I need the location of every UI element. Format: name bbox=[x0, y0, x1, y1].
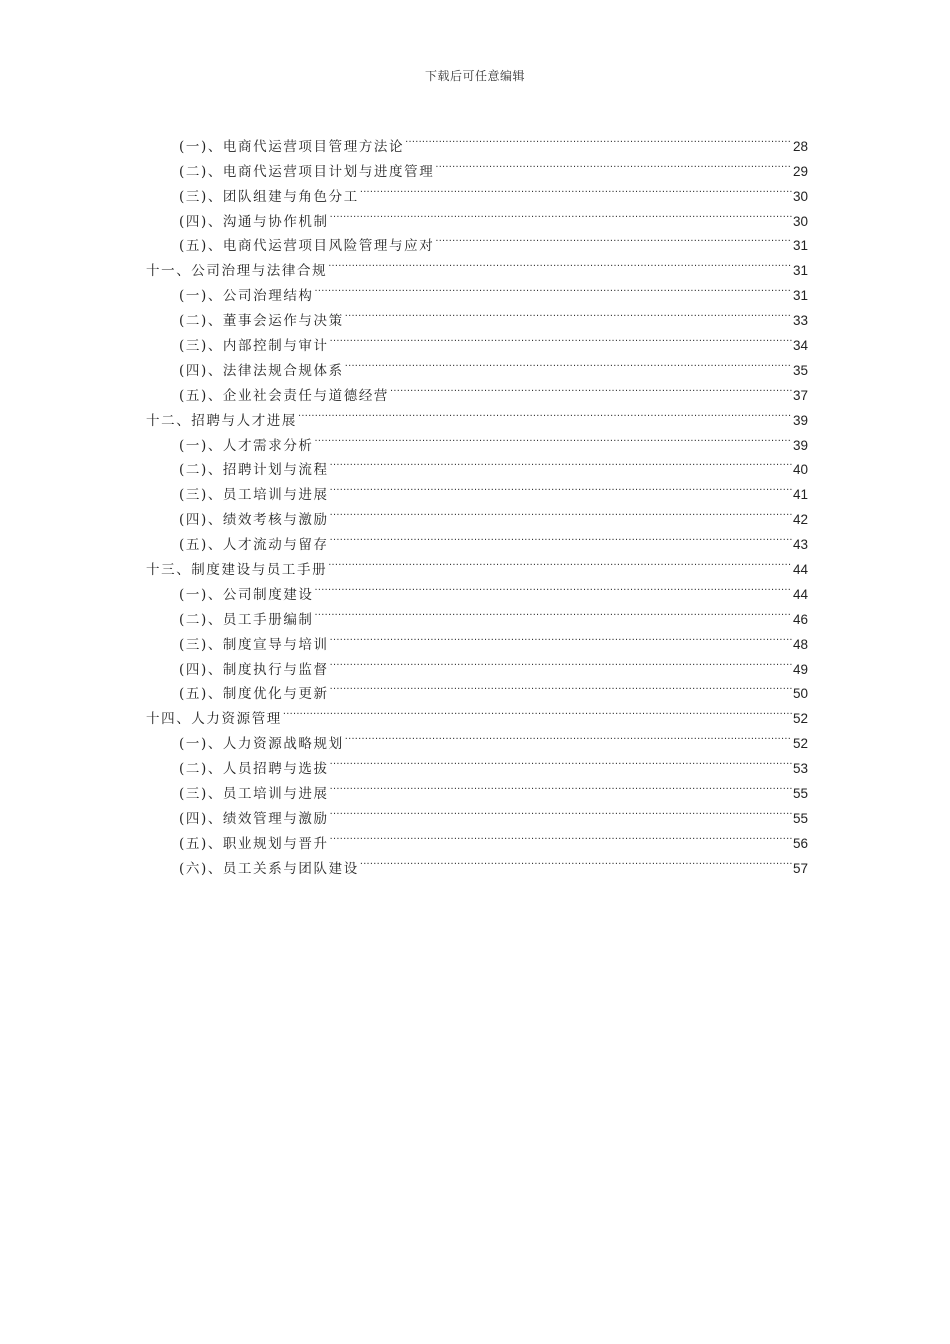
toc-dot-leader bbox=[435, 151, 792, 176]
toc-entry-title: (五)、人才流动与留存 bbox=[179, 537, 329, 554]
toc-dot-leader bbox=[315, 574, 792, 599]
toc-entry-title: (二)、员工手册编制 bbox=[179, 611, 314, 628]
toc-entry-title: (一)、电商代运营项目管理方法论 bbox=[179, 138, 405, 155]
toc-entry-title: (一)、人力资源战略规划 bbox=[179, 736, 344, 753]
toc-entry-title: 十一、公司治理与法律合规 bbox=[146, 263, 328, 280]
toc-entry-page-number: 34 bbox=[792, 338, 808, 354]
toc-dot-leader bbox=[330, 823, 792, 848]
toc-dot-leader bbox=[330, 450, 792, 475]
toc-entry-title: (五)、电商代运营项目风险管理与应对 bbox=[179, 238, 435, 255]
toc-entry-title: 十二、招聘与人才进展 bbox=[146, 412, 297, 429]
toc-dot-leader bbox=[315, 425, 792, 450]
toc-dot-leader bbox=[315, 275, 792, 300]
toc-dot-leader bbox=[328, 250, 792, 275]
toc-entry-page-number: 56 bbox=[792, 835, 808, 851]
toc-entry-page-number: 55 bbox=[792, 786, 808, 802]
toc-entry-title: (五)、制度优化与更新 bbox=[179, 686, 329, 703]
toc-entry-page-number: 39 bbox=[792, 437, 808, 453]
toc-entry-title: 十四、人力资源管理 bbox=[146, 711, 282, 728]
toc-entry-page-number: 29 bbox=[792, 163, 808, 179]
toc-entry-page-number: 41 bbox=[792, 487, 808, 503]
toc-entry-page-number: 31 bbox=[792, 238, 808, 254]
toc-section-entry[interactable] bbox=[146, 126, 808, 155]
toc-entry-title: (三)、团队组建与角色分工 bbox=[179, 188, 359, 205]
toc-entry-title: 十三、制度建设与员工手册 bbox=[146, 562, 328, 579]
toc-entry-page-number: 49 bbox=[792, 661, 808, 677]
toc-entry-title: (二)、董事会运作与决策 bbox=[179, 313, 344, 330]
toc-entry-title: (四)、法律法规合规体系 bbox=[179, 362, 344, 379]
table-of-contents bbox=[146, 126, 808, 877]
toc-dot-leader bbox=[315, 599, 792, 624]
toc-dot-leader bbox=[330, 773, 792, 798]
toc-dot-leader bbox=[330, 325, 792, 350]
toc-entry-page-number: 44 bbox=[792, 586, 808, 602]
toc-entry-page-number: 39 bbox=[792, 412, 808, 428]
toc-dot-leader bbox=[298, 400, 792, 425]
toc-entry-page-number: 30 bbox=[792, 213, 808, 229]
toc-entry-page-number: 31 bbox=[792, 288, 808, 304]
toc-entry-page-number: 28 bbox=[792, 138, 808, 154]
toc-entry-page-number: 43 bbox=[792, 537, 808, 553]
toc-entry-page-number: 42 bbox=[792, 512, 808, 528]
toc-dot-leader bbox=[360, 176, 792, 201]
toc-entry-page-number: 55 bbox=[792, 810, 808, 826]
toc-entry-page-number: 31 bbox=[792, 263, 808, 279]
toc-entry-page-number: 48 bbox=[792, 636, 808, 652]
toc-entry-page-number: 33 bbox=[792, 313, 808, 329]
toc-entry-title: (一)、公司治理结构 bbox=[179, 288, 314, 305]
toc-dot-leader bbox=[345, 723, 792, 748]
toc-entry-page-number: 53 bbox=[792, 761, 808, 777]
toc-entry-title: (一)、人才需求分析 bbox=[179, 437, 314, 454]
toc-dot-leader bbox=[345, 300, 792, 325]
toc-entry-page-number: 52 bbox=[792, 736, 808, 752]
toc-entry-page-number: 57 bbox=[792, 860, 808, 876]
toc-dot-leader bbox=[330, 624, 792, 649]
toc-dot-leader bbox=[405, 126, 792, 151]
toc-entry-title: (二)、电商代运营项目计划与进度管理 bbox=[179, 163, 435, 180]
toc-dot-leader bbox=[435, 226, 792, 251]
toc-dot-leader bbox=[330, 499, 792, 524]
toc-entry-title: (二)、招聘计划与流程 bbox=[179, 462, 329, 479]
toc-dot-leader bbox=[360, 848, 792, 873]
toc-dot-leader bbox=[330, 524, 792, 549]
toc-entry-page-number: 37 bbox=[792, 387, 808, 403]
toc-entry-title: (二)、人员招聘与选拔 bbox=[179, 761, 329, 778]
toc-entry-title: (五)、企业社会责任与道德经营 bbox=[179, 387, 390, 404]
toc-dot-leader bbox=[390, 375, 792, 400]
toc-entry-page-number: 46 bbox=[792, 611, 808, 627]
toc-entry-page-number: 40 bbox=[792, 462, 808, 478]
toc-entry-title: (六)、员工关系与团队建设 bbox=[179, 860, 359, 877]
toc-dot-leader bbox=[330, 649, 792, 674]
toc-entry-title: (三)、员工培训与进展 bbox=[179, 487, 329, 504]
toc-entry-title: (三)、员工培训与进展 bbox=[179, 786, 329, 803]
toc-entry-title: (三)、内部控制与审计 bbox=[179, 338, 329, 355]
toc-dot-leader bbox=[330, 201, 792, 226]
toc-entry-title: (四)、沟通与协作机制 bbox=[179, 213, 329, 230]
toc-entry-page-number: 30 bbox=[792, 188, 808, 204]
toc-dot-leader bbox=[328, 549, 792, 574]
toc-entry-title: (四)、绩效考核与激励 bbox=[179, 512, 329, 529]
toc-entry-page-number: 35 bbox=[792, 362, 808, 378]
toc-entry-page-number: 50 bbox=[792, 686, 808, 702]
toc-dot-leader bbox=[330, 674, 792, 699]
toc-entry-title: (五)、职业规划与晋升 bbox=[179, 835, 329, 852]
toc-dot-leader bbox=[330, 748, 792, 773]
toc-entry-title: (四)、制度执行与监督 bbox=[179, 661, 329, 678]
toc-dot-leader bbox=[345, 350, 792, 375]
toc-entry-title: (三)、制度宣导与培训 bbox=[179, 636, 329, 653]
toc-entry-page-number: 44 bbox=[792, 562, 808, 578]
toc-entry-title: (一)、公司制度建设 bbox=[179, 586, 314, 603]
toc-dot-leader bbox=[330, 474, 792, 499]
toc-dot-leader bbox=[330, 798, 792, 823]
header-note: 下载后可任意编辑 bbox=[424, 69, 525, 83]
toc-dot-leader bbox=[283, 698, 792, 723]
toc-entry-page-number: 52 bbox=[792, 711, 808, 727]
toc-entry-title: (四)、绩效管理与激励 bbox=[179, 810, 329, 827]
